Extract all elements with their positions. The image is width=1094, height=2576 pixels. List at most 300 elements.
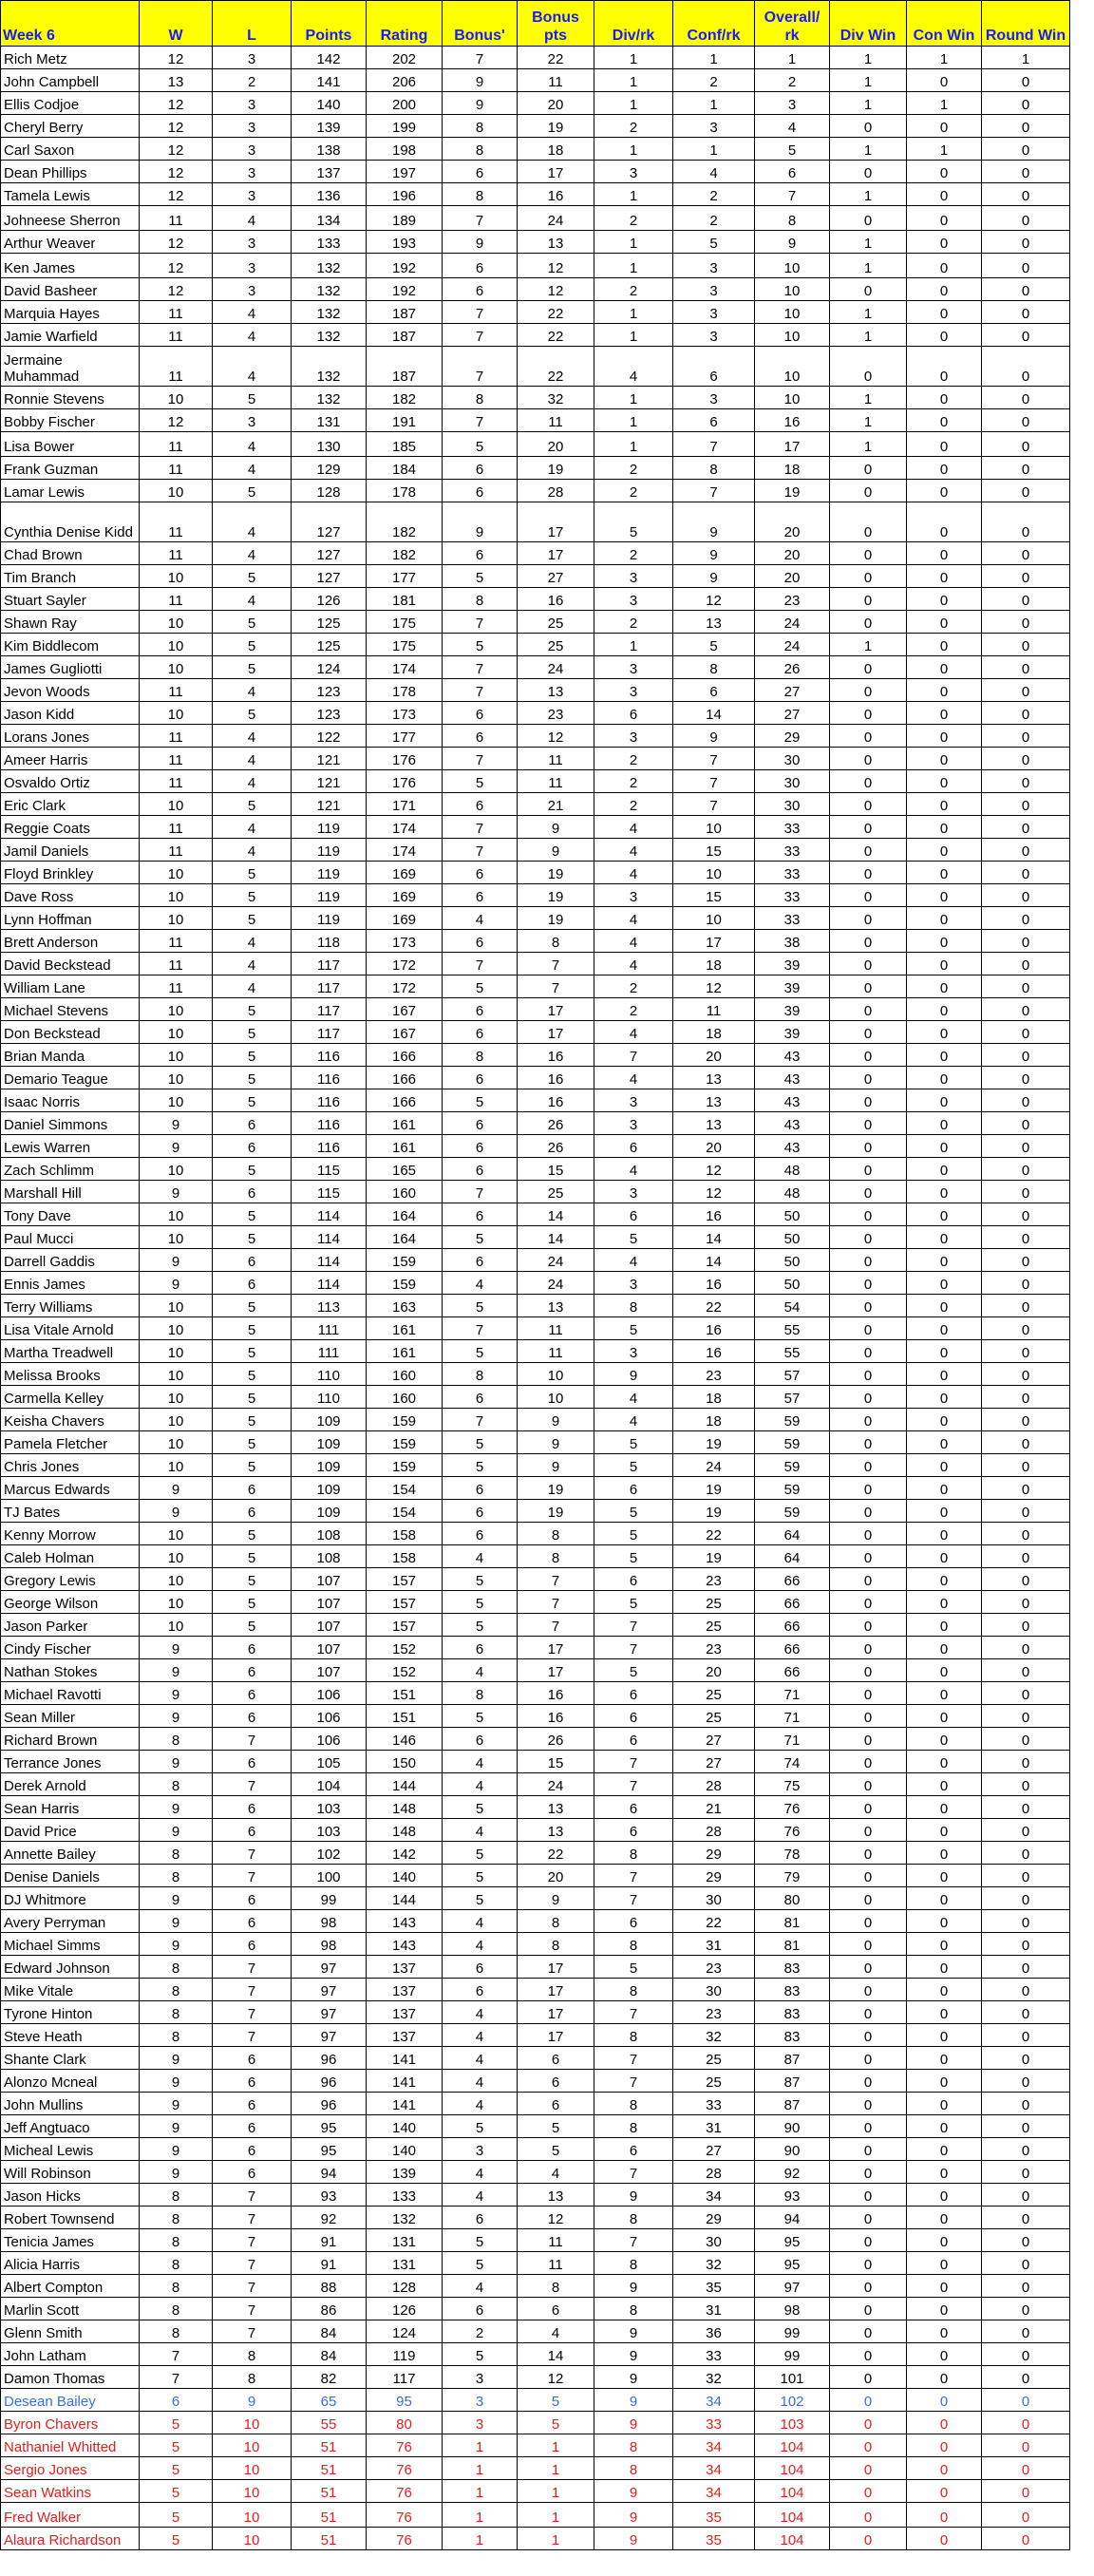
conf-rank-cell[interactable]: 34 [673, 2434, 755, 2457]
conf-rank-cell[interactable]: 25 [673, 2047, 755, 2070]
losses-cell[interactable]: 6 [213, 1181, 292, 1203]
rating-cell[interactable]: 142 [367, 1842, 443, 1865]
wins-cell[interactable]: 9 [140, 2047, 213, 2070]
rating-cell[interactable]: 141 [367, 2047, 443, 2070]
div-rank-cell[interactable]: 7 [594, 1751, 673, 1773]
points-cell[interactable]: 140 [292, 92, 367, 115]
round-win-cell[interactable]: 0 [982, 1409, 1070, 1431]
round-win-cell[interactable]: 0 [982, 1819, 1070, 1842]
rating-cell[interactable]: 187 [367, 301, 443, 324]
wins-cell[interactable]: 11 [140, 324, 213, 347]
con-win-cell[interactable]: 0 [907, 2389, 982, 2412]
round-win-cell[interactable]: 0 [982, 2161, 1070, 2184]
round-win-cell[interactable]: 0 [982, 1773, 1070, 1796]
bonus-pts-cell[interactable]: 11 [518, 69, 594, 92]
rating-cell[interactable]: 141 [367, 2070, 443, 2093]
bonus-cell[interactable]: 3 [443, 2138, 518, 2161]
points-cell[interactable]: 110 [292, 1363, 367, 1386]
bonus-cell[interactable]: 7 [443, 656, 518, 679]
overall-rank-cell[interactable]: 17 [755, 432, 830, 457]
div-win-cell[interactable]: 0 [830, 702, 907, 725]
con-win-cell[interactable]: 0 [907, 2207, 982, 2229]
losses-cell[interactable]: 5 [213, 907, 292, 930]
overall-rank-cell[interactable]: 4 [755, 115, 830, 138]
losses-cell[interactable]: 7 [213, 2001, 292, 2024]
con-win-cell[interactable]: 0 [907, 387, 982, 409]
wins-cell[interactable]: 8 [140, 1979, 213, 2001]
player-name-cell[interactable]: Jamie Warfield [1, 324, 140, 347]
div-win-cell[interactable]: 0 [830, 2070, 907, 2093]
round-win-cell[interactable]: 0 [982, 1044, 1070, 1067]
conf-rank-cell[interactable]: 18 [673, 953, 755, 975]
player-name-cell[interactable]: Mike Vitale [1, 1979, 140, 2001]
player-name-cell[interactable]: Chad Brown [1, 542, 140, 565]
losses-cell[interactable]: 5 [213, 387, 292, 409]
wins-cell[interactable]: 11 [140, 930, 213, 953]
wins-cell[interactable]: 11 [140, 347, 213, 387]
points-cell[interactable]: 106 [292, 1728, 367, 1751]
losses-cell[interactable]: 7 [213, 1842, 292, 1865]
round-win-cell[interactable]: 0 [982, 2229, 1070, 2252]
points-cell[interactable]: 96 [292, 2070, 367, 2093]
bonus-pts-cell[interactable]: 23 [518, 702, 594, 725]
points-cell[interactable]: 109 [292, 1500, 367, 1523]
rating-cell[interactable]: 174 [367, 839, 443, 862]
bonus-pts-cell[interactable]: 5 [518, 2389, 594, 2412]
wins-cell[interactable]: 10 [140, 1386, 213, 1409]
rating-cell[interactable]: 140 [367, 2115, 443, 2138]
bonus-pts-cell[interactable]: 9 [518, 1409, 594, 1431]
div-win-cell[interactable]: 0 [830, 1249, 907, 1272]
div-win-cell[interactable]: 0 [830, 1044, 907, 1067]
round-win-cell[interactable]: 0 [982, 254, 1070, 278]
bonus-cell[interactable]: 8 [443, 183, 518, 206]
player-name-cell[interactable]: Micheal Lewis [1, 2138, 140, 2161]
bonus-pts-cell[interactable]: 10 [518, 1386, 594, 1409]
div-rank-cell[interactable]: 9 [594, 2389, 673, 2412]
conf-rank-cell[interactable]: 16 [673, 1272, 755, 1295]
conf-rank-cell[interactable]: 14 [673, 1249, 755, 1272]
round-win-cell[interactable]: 0 [982, 634, 1070, 656]
con-win-cell[interactable]: 0 [907, 2528, 982, 2550]
overall-rank-cell[interactable]: 66 [755, 1568, 830, 1591]
header-div-rank[interactable]: Div/rk [594, 1, 673, 47]
round-win-cell[interactable]: 0 [982, 347, 1070, 387]
losses-cell[interactable]: 7 [213, 1728, 292, 1751]
player-name-cell[interactable]: Terry Williams [1, 1295, 140, 1317]
wins-cell[interactable]: 11 [140, 748, 213, 770]
wins-cell[interactable]: 11 [140, 588, 213, 611]
bonus-pts-cell[interactable]: 21 [518, 793, 594, 816]
bonus-cell[interactable]: 5 [443, 634, 518, 656]
player-name-cell[interactable]: Darrell Gaddis [1, 1249, 140, 1272]
bonus-pts-cell[interactable]: 19 [518, 862, 594, 884]
conf-rank-cell[interactable]: 13 [673, 611, 755, 634]
wins-cell[interactable]: 10 [140, 634, 213, 656]
points-cell[interactable]: 99 [292, 1887, 367, 1910]
div-rank-cell[interactable]: 6 [594, 1568, 673, 1591]
rating-cell[interactable]: 150 [367, 1751, 443, 1773]
losses-cell[interactable]: 5 [213, 793, 292, 816]
conf-rank-cell[interactable]: 3 [673, 115, 755, 138]
points-cell[interactable]: 117 [292, 975, 367, 998]
player-name-cell[interactable]: Cindy Fischer [1, 1637, 140, 1659]
bonus-cell[interactable]: 5 [443, 975, 518, 998]
conf-rank-cell[interactable]: 33 [673, 2093, 755, 2115]
points-cell[interactable]: 84 [292, 2343, 367, 2366]
rating-cell[interactable]: 196 [367, 183, 443, 206]
player-name-cell[interactable]: Alonzo Mcneal [1, 2070, 140, 2093]
div-win-cell[interactable]: 0 [830, 2001, 907, 2024]
con-win-cell[interactable]: 0 [907, 1340, 982, 1363]
div-rank-cell[interactable]: 1 [594, 183, 673, 206]
round-win-cell[interactable]: 0 [982, 1431, 1070, 1454]
player-name-cell[interactable]: Frank Guzman [1, 457, 140, 480]
rating-cell[interactable]: 161 [367, 1340, 443, 1363]
round-win-cell[interactable]: 0 [982, 1637, 1070, 1659]
player-name-cell[interactable]: Jeff Angtuaco [1, 2115, 140, 2138]
losses-cell[interactable]: 8 [213, 2343, 292, 2366]
overall-rank-cell[interactable]: 33 [755, 839, 830, 862]
div-rank-cell[interactable]: 7 [594, 2001, 673, 2024]
div-win-cell[interactable]: 0 [830, 770, 907, 793]
points-cell[interactable]: 107 [292, 1637, 367, 1659]
div-win-cell[interactable]: 1 [830, 254, 907, 278]
div-rank-cell[interactable]: 8 [594, 1842, 673, 1865]
conf-rank-cell[interactable]: 25 [673, 1682, 755, 1705]
conf-rank-cell[interactable]: 3 [673, 278, 755, 301]
rating-cell[interactable]: 139 [367, 2161, 443, 2184]
conf-rank-cell[interactable]: 25 [673, 2070, 755, 2093]
con-win-cell[interactable]: 0 [907, 2093, 982, 2115]
wins-cell[interactable]: 9 [140, 1659, 213, 1682]
div-rank-cell[interactable]: 3 [594, 725, 673, 748]
points-cell[interactable]: 51 [292, 2528, 367, 2550]
round-win-cell[interactable]: 0 [982, 2024, 1070, 2047]
con-win-cell[interactable]: 0 [907, 1067, 982, 1089]
div-win-cell[interactable]: 0 [830, 1112, 907, 1135]
div-rank-cell[interactable]: 7 [594, 1773, 673, 1796]
bonus-cell[interactable]: 7 [443, 409, 518, 432]
losses-cell[interactable]: 3 [213, 254, 292, 278]
wins-cell[interactable]: 10 [140, 862, 213, 884]
bonus-pts-cell[interactable]: 19 [518, 884, 594, 907]
player-name-cell[interactable]: Demario Teague [1, 1067, 140, 1089]
overall-rank-cell[interactable]: 16 [755, 409, 830, 432]
conf-rank-cell[interactable]: 23 [673, 1568, 755, 1591]
wins-cell[interactable]: 10 [140, 1295, 213, 1317]
con-win-cell[interactable]: 0 [907, 679, 982, 702]
player-name-cell[interactable]: David Basheer [1, 278, 140, 301]
bonus-pts-cell[interactable]: 24 [518, 1249, 594, 1272]
losses-cell[interactable]: 5 [213, 1158, 292, 1181]
header-bonus-pts[interactable]: Bonus pts [518, 1, 594, 47]
points-cell[interactable]: 130 [292, 432, 367, 457]
wins-cell[interactable]: 11 [140, 953, 213, 975]
wins-cell[interactable]: 5 [140, 2480, 213, 2503]
player-name-cell[interactable]: Lisa Bower [1, 432, 140, 457]
bonus-cell[interactable]: 4 [443, 1659, 518, 1682]
losses-cell[interactable]: 4 [213, 930, 292, 953]
conf-rank-cell[interactable]: 13 [673, 1089, 755, 1112]
div-rank-cell[interactable]: 3 [594, 1089, 673, 1112]
points-cell[interactable]: 109 [292, 1454, 367, 1477]
losses-cell[interactable]: 5 [213, 1044, 292, 1067]
bonus-cell[interactable]: 6 [443, 1067, 518, 1089]
bonus-cell[interactable]: 8 [443, 1682, 518, 1705]
div-win-cell[interactable]: 0 [830, 1887, 907, 1910]
bonus-pts-cell[interactable]: 16 [518, 1682, 594, 1705]
losses-cell[interactable]: 5 [213, 998, 292, 1021]
round-win-cell[interactable]: 0 [982, 1865, 1070, 1887]
bonus-cell[interactable]: 5 [443, 1614, 518, 1637]
conf-rank-cell[interactable]: 20 [673, 1044, 755, 1067]
div-win-cell[interactable]: 0 [830, 2480, 907, 2503]
bonus-pts-cell[interactable]: 8 [518, 1933, 594, 1956]
bonus-pts-cell[interactable]: 26 [518, 1728, 594, 1751]
bonus-pts-cell[interactable]: 10 [518, 1363, 594, 1386]
losses-cell[interactable]: 5 [213, 480, 292, 502]
player-name-cell[interactable]: John Latham [1, 2343, 140, 2366]
conf-rank-cell[interactable]: 25 [673, 1705, 755, 1728]
player-name-cell[interactable]: Terrance Jones [1, 1751, 140, 1773]
div-rank-cell[interactable]: 8 [594, 2207, 673, 2229]
div-win-cell[interactable]: 0 [830, 2138, 907, 2161]
points-cell[interactable]: 109 [292, 1409, 367, 1431]
con-win-cell[interactable]: 0 [907, 1933, 982, 1956]
bonus-cell[interactable]: 4 [443, 2275, 518, 2298]
rating-cell[interactable]: 163 [367, 1295, 443, 1317]
losses-cell[interactable]: 5 [213, 1203, 292, 1226]
overall-rank-cell[interactable]: 57 [755, 1386, 830, 1409]
overall-rank-cell[interactable]: 90 [755, 2138, 830, 2161]
bonus-cell[interactable]: 6 [443, 1956, 518, 1979]
overall-rank-cell[interactable]: 79 [755, 1865, 830, 1887]
con-win-cell[interactable]: 0 [907, 2366, 982, 2389]
player-name-cell[interactable]: Reggie Coats [1, 816, 140, 839]
round-win-cell[interactable]: 0 [982, 1728, 1070, 1751]
points-cell[interactable]: 114 [292, 1203, 367, 1226]
div-win-cell[interactable]: 0 [830, 1751, 907, 1773]
con-win-cell[interactable]: 0 [907, 1659, 982, 1682]
rating-cell[interactable]: 157 [367, 1591, 443, 1614]
rating-cell[interactable]: 137 [367, 1956, 443, 1979]
wins-cell[interactable]: 11 [140, 542, 213, 565]
div-win-cell[interactable]: 1 [830, 138, 907, 161]
rating-cell[interactable]: 166 [367, 1067, 443, 1089]
div-rank-cell[interactable]: 6 [594, 2138, 673, 2161]
wins-cell[interactable]: 9 [140, 1181, 213, 1203]
div-rank-cell[interactable]: 8 [594, 2115, 673, 2138]
div-rank-cell[interactable]: 1 [594, 47, 673, 69]
overall-rank-cell[interactable]: 43 [755, 1044, 830, 1067]
bonus-cell[interactable]: 5 [443, 1295, 518, 1317]
points-cell[interactable]: 119 [292, 862, 367, 884]
rating-cell[interactable]: 169 [367, 862, 443, 884]
overall-rank-cell[interactable]: 20 [755, 502, 830, 542]
con-win-cell[interactable]: 0 [907, 1317, 982, 1340]
conf-rank-cell[interactable]: 6 [673, 347, 755, 387]
conf-rank-cell[interactable]: 31 [673, 2298, 755, 2320]
points-cell[interactable]: 138 [292, 138, 367, 161]
con-win-cell[interactable]: 0 [907, 1295, 982, 1317]
player-name-cell[interactable]: Johneese Sherron [1, 206, 140, 231]
overall-rank-cell[interactable]: 43 [755, 1112, 830, 1135]
round-win-cell[interactable]: 0 [982, 748, 1070, 770]
overall-rank-cell[interactable]: 48 [755, 1158, 830, 1181]
con-win-cell[interactable]: 0 [907, 611, 982, 634]
conf-rank-cell[interactable]: 30 [673, 1979, 755, 2001]
bonus-cell[interactable]: 8 [443, 138, 518, 161]
div-rank-cell[interactable]: 3 [594, 884, 673, 907]
wins-cell[interactable]: 10 [140, 1203, 213, 1226]
player-name-cell[interactable]: Jevon Woods [1, 679, 140, 702]
round-win-cell[interactable]: 1 [982, 47, 1070, 69]
bonus-cell[interactable]: 5 [443, 1226, 518, 1249]
round-win-cell[interactable]: 0 [982, 2184, 1070, 2207]
wins-cell[interactable]: 10 [140, 998, 213, 1021]
points-cell[interactable]: 116 [292, 1089, 367, 1112]
overall-rank-cell[interactable]: 101 [755, 2366, 830, 2389]
losses-cell[interactable]: 5 [213, 702, 292, 725]
rating-cell[interactable]: 193 [367, 231, 443, 254]
conf-rank-cell[interactable]: 10 [673, 907, 755, 930]
con-win-cell[interactable]: 0 [907, 161, 982, 183]
wins-cell[interactable]: 9 [140, 1751, 213, 1773]
div-rank-cell[interactable]: 5 [594, 502, 673, 542]
con-win-cell[interactable]: 0 [907, 1363, 982, 1386]
overall-rank-cell[interactable]: 59 [755, 1500, 830, 1523]
round-win-cell[interactable]: 0 [982, 793, 1070, 816]
round-win-cell[interactable]: 0 [982, 725, 1070, 748]
bonus-pts-cell[interactable]: 7 [518, 1614, 594, 1637]
rating-cell[interactable]: 166 [367, 1089, 443, 1112]
div-rank-cell[interactable]: 4 [594, 839, 673, 862]
player-name-cell[interactable]: John Campbell [1, 69, 140, 92]
points-cell[interactable]: 96 [292, 2047, 367, 2070]
div-rank-cell[interactable]: 1 [594, 254, 673, 278]
div-rank-cell[interactable]: 8 [594, 2298, 673, 2320]
conf-rank-cell[interactable]: 5 [673, 231, 755, 254]
conf-rank-cell[interactable]: 17 [673, 930, 755, 953]
conf-rank-cell[interactable]: 2 [673, 183, 755, 206]
rating-cell[interactable]: 158 [367, 1523, 443, 1545]
div-rank-cell[interactable]: 5 [594, 1431, 673, 1454]
wins-cell[interactable]: 8 [140, 1728, 213, 1751]
bonus-cell[interactable]: 6 [443, 1728, 518, 1751]
div-rank-cell[interactable]: 6 [594, 702, 673, 725]
div-win-cell[interactable]: 0 [830, 953, 907, 975]
wins-cell[interactable]: 5 [140, 2503, 213, 2528]
player-name-cell[interactable]: Daniel Simmons [1, 1112, 140, 1135]
div-win-cell[interactable]: 1 [830, 387, 907, 409]
header-rating[interactable]: Rating [367, 1, 443, 47]
div-win-cell[interactable]: 0 [830, 161, 907, 183]
overall-rank-cell[interactable]: 19 [755, 480, 830, 502]
wins-cell[interactable]: 9 [140, 1477, 213, 1500]
round-win-cell[interactable]: 0 [982, 1659, 1070, 1682]
bonus-pts-cell[interactable]: 24 [518, 206, 594, 231]
bonus-pts-cell[interactable]: 1 [518, 2480, 594, 2503]
div-win-cell[interactable]: 0 [830, 2275, 907, 2298]
points-cell[interactable]: 109 [292, 1477, 367, 1500]
rating-cell[interactable]: 76 [367, 2480, 443, 2503]
wins-cell[interactable]: 12 [140, 161, 213, 183]
div-rank-cell[interactable]: 9 [594, 2343, 673, 2366]
bonus-cell[interactable]: 4 [443, 1819, 518, 1842]
div-rank-cell[interactable]: 9 [594, 2503, 673, 2528]
rating-cell[interactable]: 76 [367, 2503, 443, 2528]
conf-rank-cell[interactable]: 18 [673, 1021, 755, 1044]
wins-cell[interactable]: 8 [140, 1773, 213, 1796]
con-win-cell[interactable]: 0 [907, 2480, 982, 2503]
div-win-cell[interactable]: 0 [830, 748, 907, 770]
div-rank-cell[interactable]: 8 [594, 2093, 673, 2115]
losses-cell[interactable]: 3 [213, 161, 292, 183]
conf-rank-cell[interactable]: 14 [673, 702, 755, 725]
conf-rank-cell[interactable]: 3 [673, 324, 755, 347]
bonus-cell[interactable]: 5 [443, 1887, 518, 1910]
bonus-pts-cell[interactable]: 18 [518, 138, 594, 161]
round-win-cell[interactable]: 0 [982, 1249, 1070, 1272]
wins-cell[interactable]: 12 [140, 138, 213, 161]
overall-rank-cell[interactable]: 50 [755, 1203, 830, 1226]
round-win-cell[interactable]: 0 [982, 1705, 1070, 1728]
div-rank-cell[interactable]: 3 [594, 1112, 673, 1135]
wins-cell[interactable]: 12 [140, 231, 213, 254]
div-rank-cell[interactable]: 2 [594, 998, 673, 1021]
wins-cell[interactable]: 10 [140, 387, 213, 409]
bonus-cell[interactable]: 5 [443, 1340, 518, 1363]
points-cell[interactable]: 95 [292, 2138, 367, 2161]
conf-rank-cell[interactable]: 14 [673, 1226, 755, 1249]
rating-cell[interactable]: 151 [367, 1705, 443, 1728]
points-cell[interactable]: 119 [292, 907, 367, 930]
bonus-pts-cell[interactable]: 1 [518, 2457, 594, 2480]
bonus-pts-cell[interactable]: 24 [518, 656, 594, 679]
div-rank-cell[interactable]: 3 [594, 161, 673, 183]
overall-rank-cell[interactable]: 55 [755, 1317, 830, 1340]
rating-cell[interactable]: 164 [367, 1226, 443, 1249]
bonus-cell[interactable]: 9 [443, 69, 518, 92]
conf-rank-cell[interactable]: 25 [673, 1591, 755, 1614]
rating-cell[interactable]: 157 [367, 1568, 443, 1591]
player-name-cell[interactable]: Derek Arnold [1, 1773, 140, 1796]
player-name-cell[interactable]: Lisa Vitale Arnold [1, 1317, 140, 1340]
div-rank-cell[interactable]: 7 [594, 1887, 673, 1910]
losses-cell[interactable]: 3 [213, 278, 292, 301]
bonus-cell[interactable]: 4 [443, 1773, 518, 1796]
div-rank-cell[interactable]: 9 [594, 2480, 673, 2503]
rating-cell[interactable]: 143 [367, 1910, 443, 1933]
points-cell[interactable]: 125 [292, 634, 367, 656]
player-name-cell[interactable]: Sean Harris [1, 1796, 140, 1819]
round-win-cell[interactable]: 0 [982, 1363, 1070, 1386]
con-win-cell[interactable]: 0 [907, 1021, 982, 1044]
wins-cell[interactable]: 8 [140, 2207, 213, 2229]
points-cell[interactable]: 127 [292, 565, 367, 588]
player-name-cell[interactable]: Carl Saxon [1, 138, 140, 161]
losses-cell[interactable]: 4 [213, 347, 292, 387]
con-win-cell[interactable]: 0 [907, 301, 982, 324]
rating-cell[interactable]: 176 [367, 748, 443, 770]
wins-cell[interactable]: 12 [140, 183, 213, 206]
div-win-cell[interactable]: 0 [830, 1340, 907, 1363]
con-win-cell[interactable]: 0 [907, 1089, 982, 1112]
con-win-cell[interactable]: 0 [907, 1910, 982, 1933]
rating-cell[interactable]: 160 [367, 1386, 443, 1409]
rating-cell[interactable]: 169 [367, 907, 443, 930]
